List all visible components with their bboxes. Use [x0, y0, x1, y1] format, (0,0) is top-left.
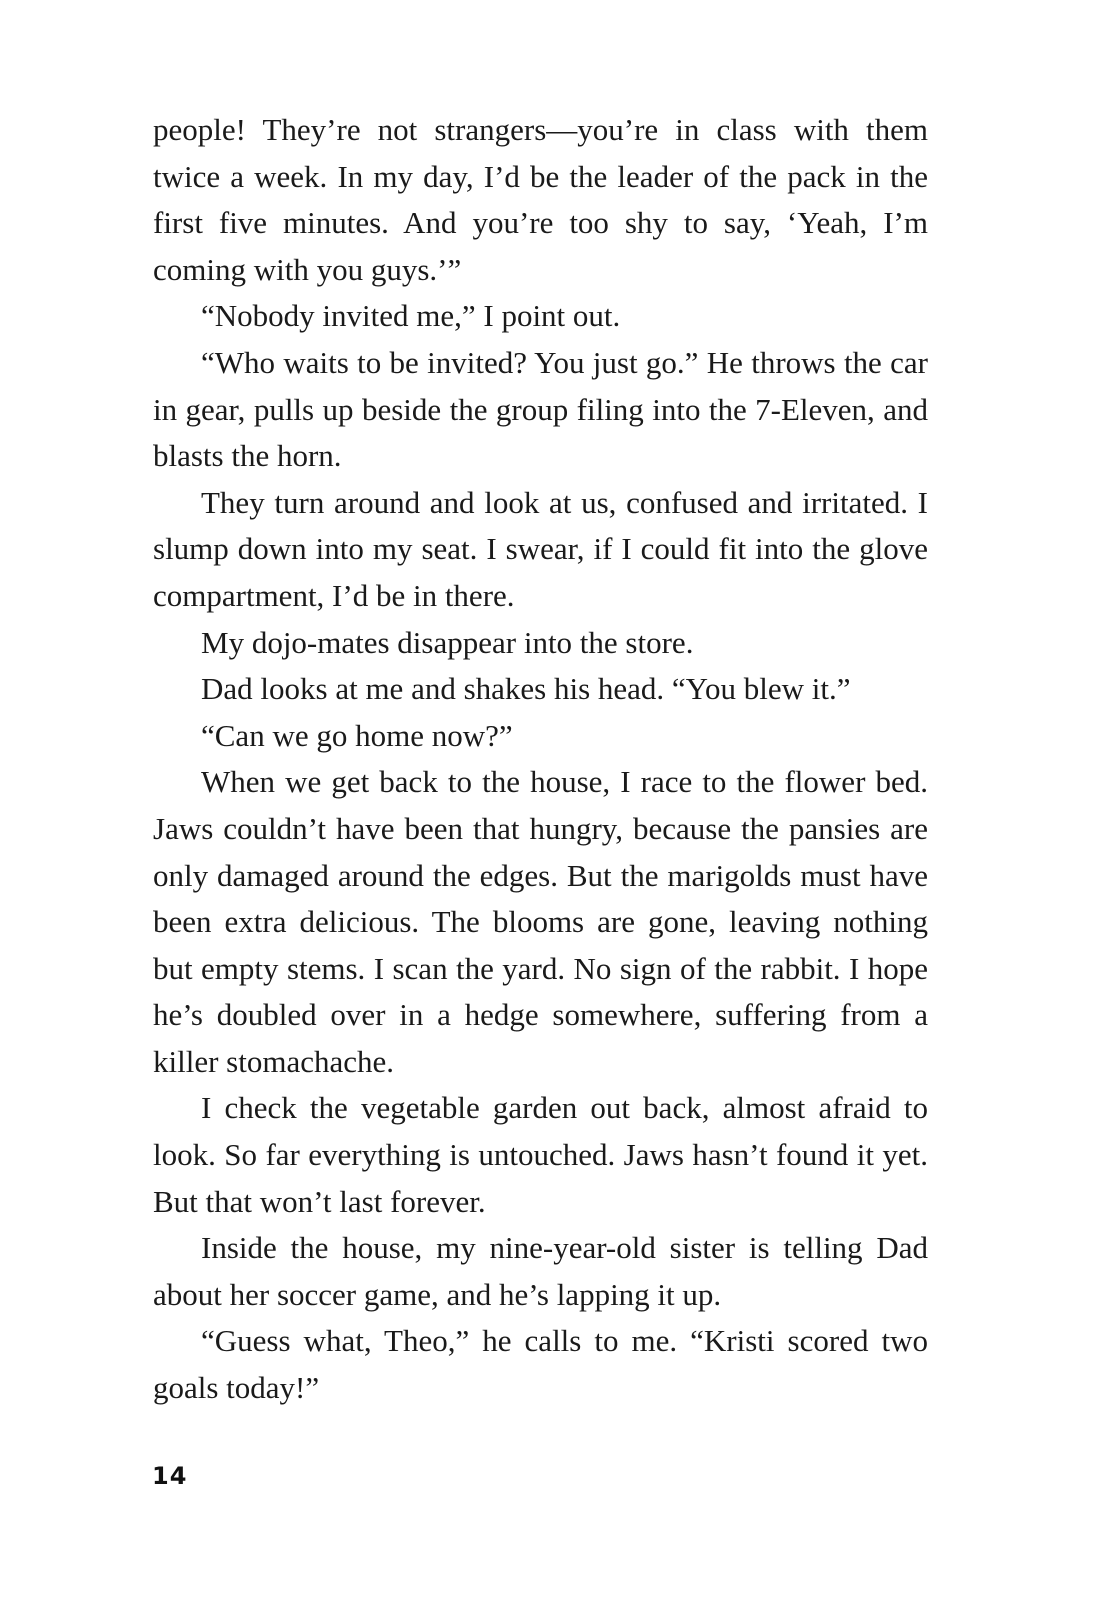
body-text [153, 107, 928, 1412]
paragraph-3: “Who waits to be invited? You just go.” He throws the car in gear, pulls up beside the group filing into the 7-Eleven, and blasts the horn. [153, 344, 928, 474]
page-number: 14 [152, 1462, 188, 1490]
paragraph-5: My dojo-mates disappear into the store. [201, 624, 694, 660]
paragraph-4: They turn around and look at us, confused and irritated. I slump down into my seat. I swear, if I could fit into the glove compartment, I’d be in there. [153, 484, 928, 613]
paragraph-7: “Can we go home now?” [201, 717, 513, 753]
paragraph-11: “Guess what, Theo,” he calls to me. “Kristi scored two goals today!” [153, 1323, 928, 1406]
paragraph-1: people! They’re not strangers—you’re in class with them twice a week. In my day, I’d be the leader of the pack in the first five minutes. And you’re too shy to say, ‘Yeah, I’m coming with you guys.’” [153, 112, 928, 287]
paragraph-9: I check the vegetable garden out back, almost afraid to look. So far everything is untouched. Jaws hasn’t found it yet. But that won’t last forever. [153, 1090, 928, 1219]
paragraph-2: “Nobody invited me,” I point out. [201, 298, 621, 334]
paragraph-6: Dad looks at me and shakes his head. “You blew it.” [201, 671, 851, 707]
paragraph-8: When we get back to the house, I race to the flower bed. Jaws couldn’t have been that hungry, because the pansies are only damaged around the edges. But the marigolds must have been extra delicious. The blooms are gone, leaving nothing but empty stems. I scan the yard. No sign of the rabbit. I hope he’s doubled over in a hedge somewhere, suffering from a killer stomachache. [153, 764, 928, 1079]
paragraph-10: Inside the house, my nine-year-old sister is telling Dad about her soccer game, and he’s lapping it up. [153, 1230, 928, 1312]
